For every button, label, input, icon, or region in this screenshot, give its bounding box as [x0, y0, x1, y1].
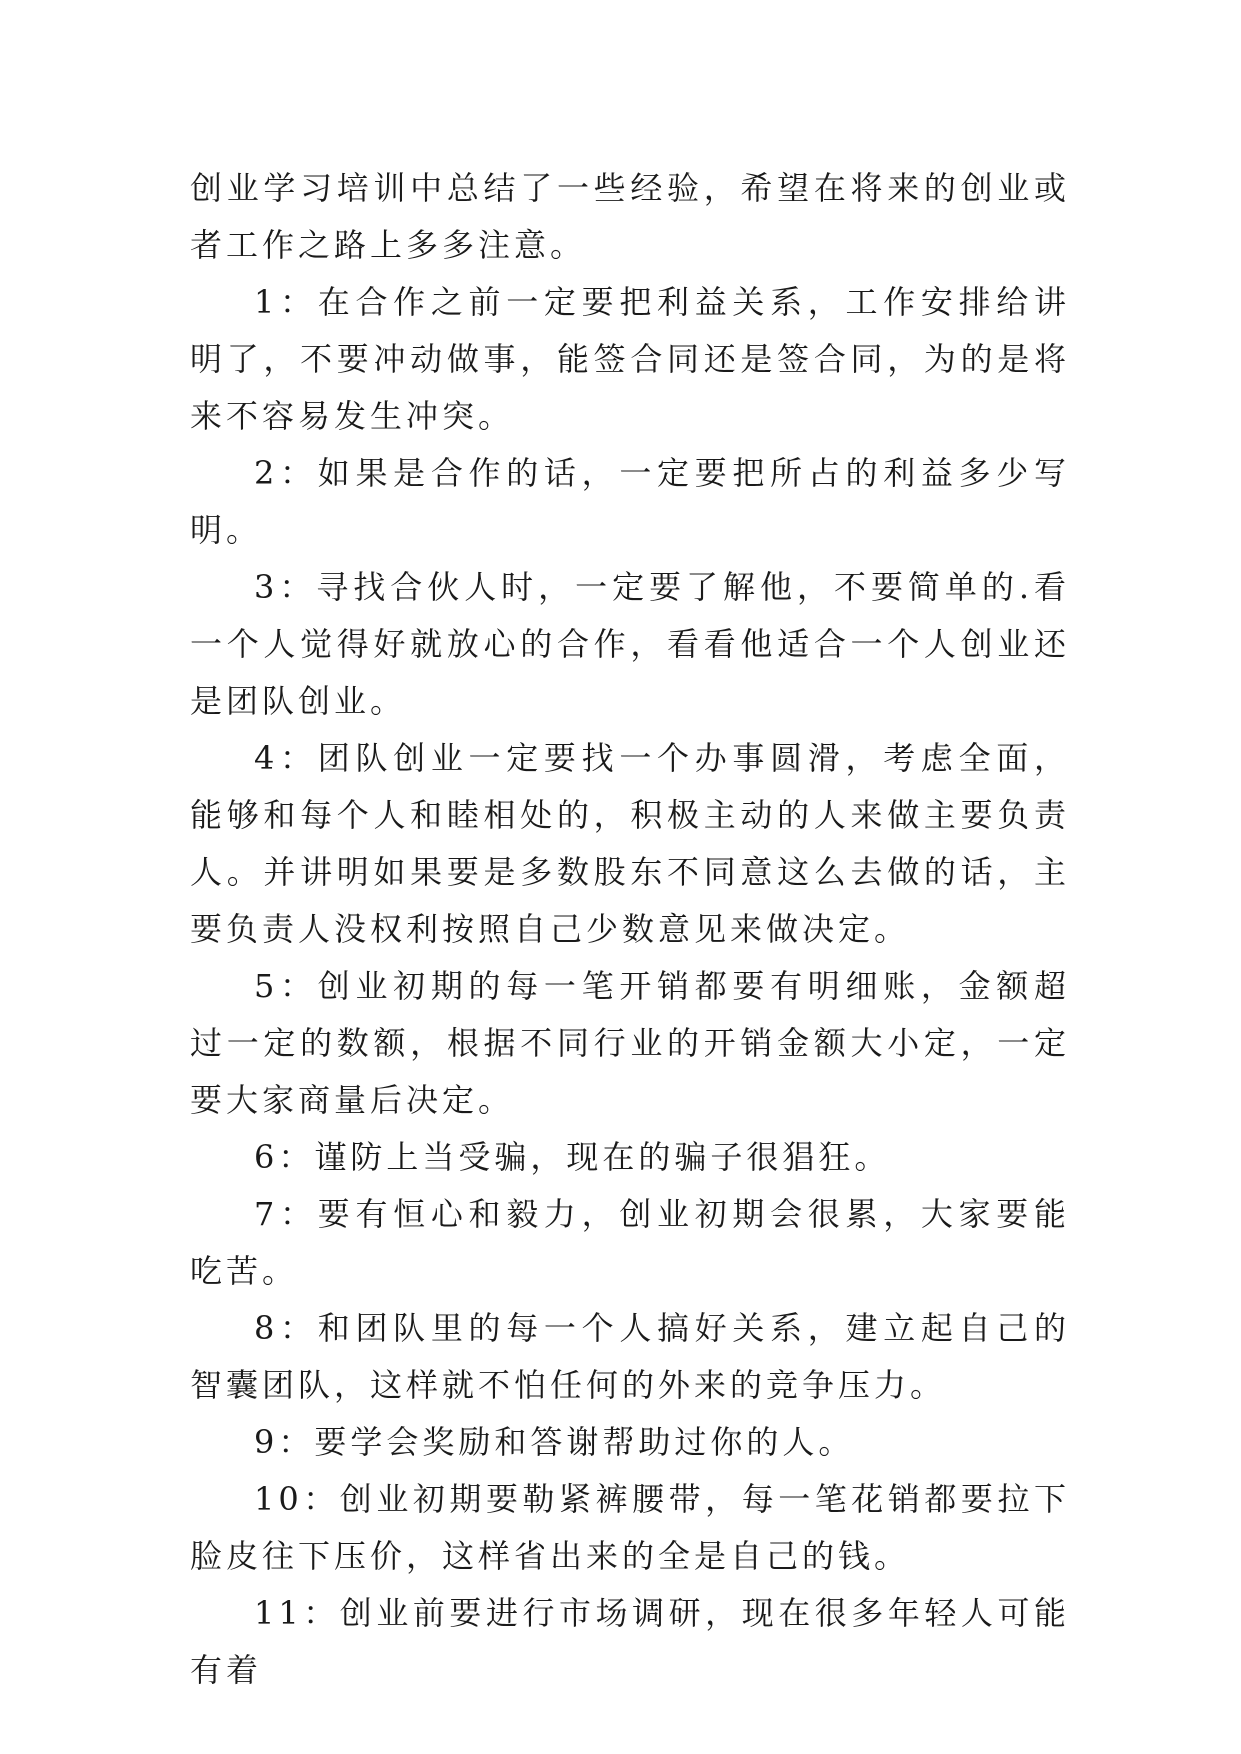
paragraph-item-4: 4：团队创业一定要找一个办事圆滑，考虑全面，能够和每个人和睦相处的，积极主动的人来做主要负责人。并讲明如果要是多数股东不同意这么去做的话，主要负责人没权利按照自己少数意见来做决定。 — [190, 739, 1070, 948]
paragraph-item-6: 6：谨防上当受骗，现在的骗子很猖狂。 — [254, 1138, 891, 1176]
paragraph-item-10: 10：创业初期要勒紧裤腰带，每一笔花销都要拉下脸皮往下压价，这样省出来的全是自己的钱。 — [190, 1480, 1070, 1575]
paragraph-item-8: 8：和团队里的每一个人搞好关系，建立起自己的智囊团队，这样就不怕任何的外来的竞争压力。 — [190, 1309, 1070, 1404]
paragraph-item-7: 7：要有恒心和毅力，创业初期会很累，大家要能吃苦。 — [190, 1195, 1070, 1290]
document-body — [190, 160, 1070, 1699]
paragraph-item-5: 5：创业初期的每一笔开销都要有明细账，金额超过一定的数额，根据不同行业的开销金额大小定，一定要大家商量后决定。 — [190, 967, 1070, 1119]
paragraph-item-1: 1：在合作之前一定要把利益关系，工作安排给讲明了，不要冲动做事，能签合同还是签合同，为的是将来不容易发生冲突。 — [190, 283, 1070, 435]
paragraph-item-9: 9：要学会奖励和答谢帮助过你的人。 — [254, 1423, 855, 1461]
paragraph-item-2: 2：如果是合作的话，一定要把所占的利益多少写明。 — [190, 454, 1070, 549]
paragraph-intro: 创业学习培训中总结了一些经验，希望在将来的创业或者工作之路上多多注意。 — [190, 169, 1070, 264]
paragraph-item-3: 3：寻找合伙人时，一定要了解他，不要简单的.看一个人觉得好就放心的合作，看看他适合一个人创业还是团队创业。 — [190, 568, 1070, 720]
paragraph-item-11: 11：创业前要进行市场调研，现在很多年轻人可能有着 — [190, 1594, 1070, 1689]
